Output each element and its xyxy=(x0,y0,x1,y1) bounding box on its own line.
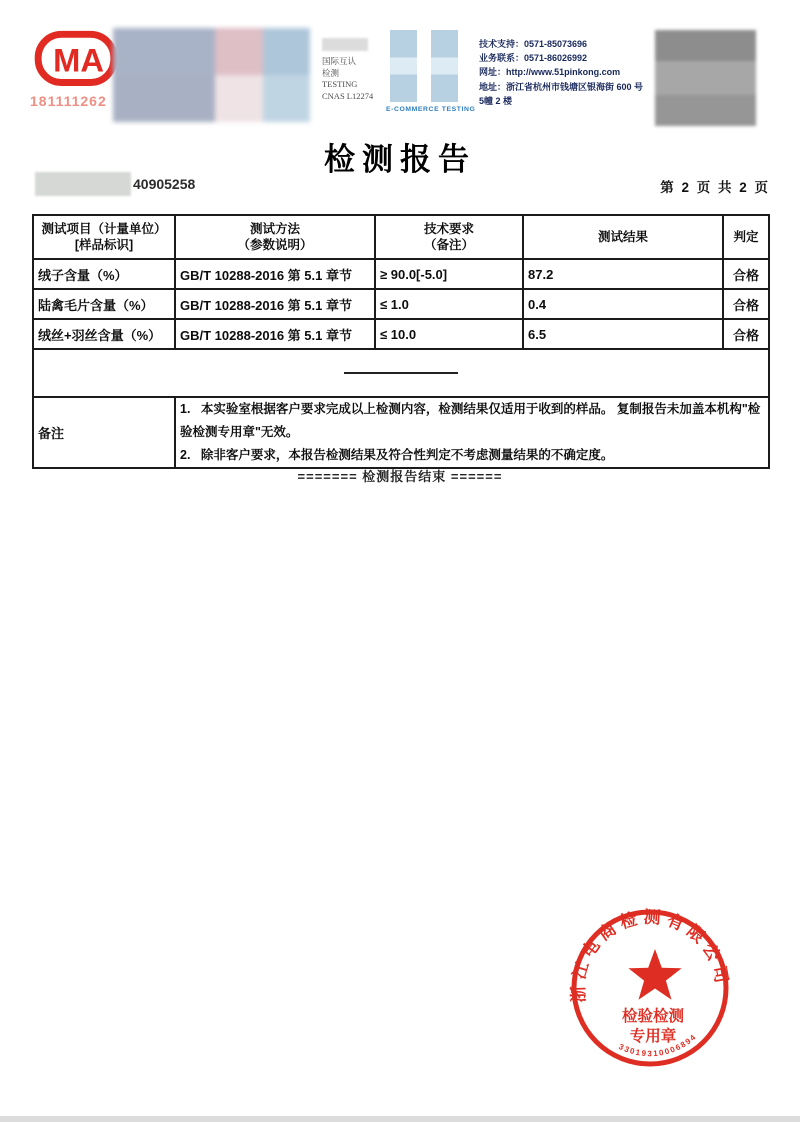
cell-item: 陆禽毛片含量（%） xyxy=(33,289,175,319)
remarks-row xyxy=(33,397,769,468)
remark-note: 1. 本实验室根据客户要求完成以上检测内容，检测结果仅适用于收到的样品。 复制报告未加盖本机构"检验检测专用章"无效。 xyxy=(180,402,761,439)
cell-requirement: ≤ 10.0 xyxy=(375,319,523,349)
cell-result: 6.5 xyxy=(523,319,723,349)
header-line: 技术要求 xyxy=(423,222,474,236)
header-line: （备注） xyxy=(423,238,474,252)
page-number-info: 第 2 页 共 2 页 xyxy=(660,180,770,195)
stamp-line2: 专用章 xyxy=(629,1028,677,1045)
cell-verdict: 合格 xyxy=(723,259,769,289)
redaction-block xyxy=(655,95,756,126)
header-line: 测试项目（计量单位） xyxy=(41,222,167,236)
cell-verdict: 合格 xyxy=(723,319,769,349)
cnas-line: 检测 xyxy=(322,67,340,78)
cnas-accreditation-block xyxy=(322,38,382,102)
page-title: 检测报告 xyxy=(324,142,476,177)
lab-contact-info xyxy=(479,37,654,108)
cell-result: 0.4 xyxy=(523,289,723,319)
redaction-block xyxy=(113,28,215,75)
logo-bar-icon xyxy=(390,30,417,102)
remarks-body xyxy=(175,397,769,468)
cell-requirement: ≥ 90.0[-5.0] xyxy=(375,259,523,289)
col-header-method xyxy=(175,215,375,259)
stamp-company-name: 浙江电商检测有限公司 xyxy=(568,907,732,1003)
redaction-block xyxy=(113,75,215,122)
table-row xyxy=(33,289,769,319)
dash-mark xyxy=(344,372,458,374)
header-line: 测试方法 xyxy=(249,222,300,236)
ecommerce-testing-logo xyxy=(386,30,476,113)
cell-item: 绒丝+羽丝含量（%） xyxy=(33,319,175,349)
redacted-qr-code xyxy=(655,30,756,126)
redacted-lab-logo xyxy=(113,28,310,122)
redaction-block xyxy=(322,38,368,51)
contact-line-address: 地址：浙江省杭州市钱塘区银海街 600 号 xyxy=(479,81,644,92)
cell-method: GB/T 10288-2016 第 5.1 章节 xyxy=(175,289,375,319)
cell-requirement: ≤ 1.0 xyxy=(375,289,523,319)
header-line: 测试结果 xyxy=(597,230,648,244)
cell-verdict: 合格 xyxy=(723,289,769,319)
table-row xyxy=(33,319,769,349)
redaction-block xyxy=(655,61,756,96)
contact-line-business: 业务联系：0571-86026992 xyxy=(479,53,588,64)
cnas-line: 国际互认 xyxy=(322,56,357,66)
cma-logo-icon xyxy=(33,28,119,94)
contact-line-website: 网址：http://www.51pinkong.com xyxy=(479,67,621,78)
cell-result: 87.2 xyxy=(523,259,723,289)
ecommerce-logo-bars-icon xyxy=(390,30,470,102)
redaction-block xyxy=(215,28,262,75)
cma-cert-number: 181111262 xyxy=(30,93,107,109)
redaction-block xyxy=(263,28,310,75)
spacer-cell xyxy=(33,349,769,397)
empty-spacer-row xyxy=(33,349,769,397)
col-header-result xyxy=(523,215,723,259)
redaction-block xyxy=(655,30,756,61)
table-row xyxy=(33,259,769,289)
test-results-table xyxy=(32,214,770,469)
remarks-label: 备注 xyxy=(33,397,175,468)
cell-item: 绒子含量（%） xyxy=(33,259,175,289)
stamp-serial-number: 33019310006894 xyxy=(617,1031,699,1059)
table-header-row xyxy=(33,215,769,259)
cell-method: GB/T 10288-2016 第 5.1 章节 xyxy=(175,259,375,289)
cell-method: GB/T 10288-2016 第 5.1 章节 xyxy=(175,319,375,349)
header-line: （参数说明） xyxy=(237,238,313,252)
redaction-block xyxy=(263,75,310,122)
official-red-stamp xyxy=(565,903,735,1073)
contact-line-address2: 5幢 2 楼 xyxy=(479,95,513,106)
redacted-report-no-prefix xyxy=(35,172,131,196)
cnas-line: TESTING xyxy=(322,79,358,89)
report-end-marker: ======= 检测报告结束 ====== xyxy=(297,469,503,484)
col-header-item xyxy=(33,215,175,259)
stamp-star-icon xyxy=(628,949,681,1000)
col-header-verdict xyxy=(723,215,769,259)
stamp-line1: 检验检测 xyxy=(621,1008,685,1025)
ecommerce-testing-label: E-COMMERCE TESTING xyxy=(386,106,476,113)
header-line: [样品标识] xyxy=(74,238,134,252)
remark-note: 2. 除非客户要求，本报告检测结果及符合性判定不考虑测量结果的不确定度。 xyxy=(180,448,614,462)
logo-bar-icon xyxy=(431,30,458,102)
redaction-block xyxy=(215,75,262,122)
cnas-line: CNAS L12274 xyxy=(322,90,374,101)
page-bottom-edge xyxy=(0,1116,800,1122)
contact-line-tech-support: 技术支持：0571-85073696 xyxy=(479,39,588,49)
col-header-requirement xyxy=(375,215,523,259)
header-line: 判定 xyxy=(733,230,759,244)
report-number: 40905258 xyxy=(133,176,196,192)
cma-logo-text: MA xyxy=(53,41,104,79)
